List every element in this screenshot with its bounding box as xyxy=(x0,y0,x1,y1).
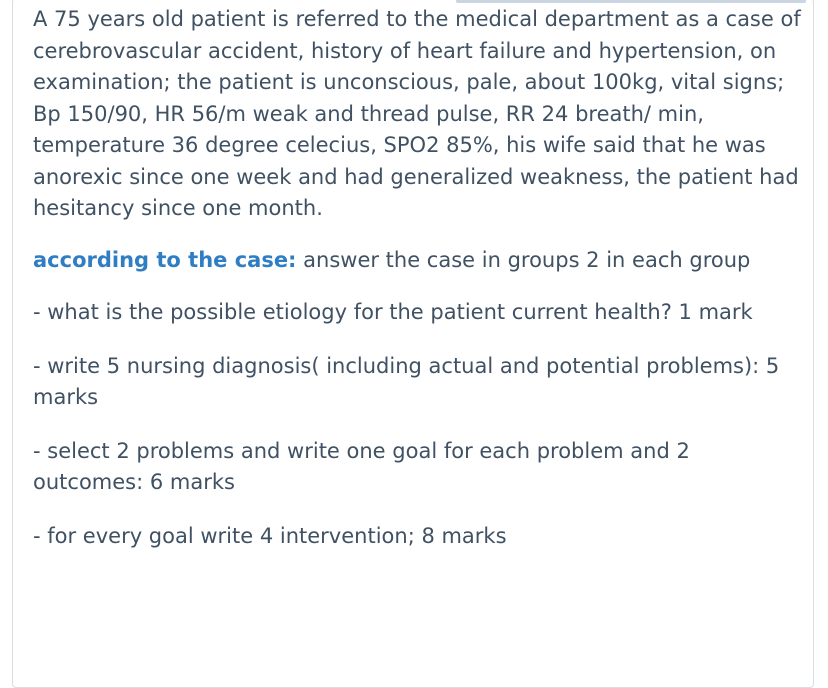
question-4: - for every goal write 4 intervention; 8 marks xyxy=(33,523,507,548)
document-content xyxy=(33,4,803,574)
question-3: - select 2 problems and write one goal for each problem and 2 outcomes: 6 marks xyxy=(33,438,690,494)
instructions-lead: according to the case: xyxy=(33,247,297,272)
instructions-text: answer the case in groups 2 in each group xyxy=(296,247,751,272)
instructions-paragraph xyxy=(33,245,803,277)
case-description: A 75 years old patient is referred to the medical department as a case of cerebrovascular accident, history of heart failure and hypertension, on examination; the patient is unconscious, pale, about 100kg, vital signs; Bp 150/90, HR 56/m weak and thread pulse, RR 24 breath/ min, temperature 36 degree celecius, SPO2 85%, his wife said that he was anorexic since one week and had generalized weakness, the patient had hesitancy since one month. xyxy=(33,7,801,220)
question-2: - write 5 nursing diagnosis( including actual and potential problems): 5 marks xyxy=(33,353,780,409)
question-1: - what is the possible etiology for the patient current health? 1 mark xyxy=(33,300,753,324)
top-accent-bar xyxy=(456,0,806,3)
